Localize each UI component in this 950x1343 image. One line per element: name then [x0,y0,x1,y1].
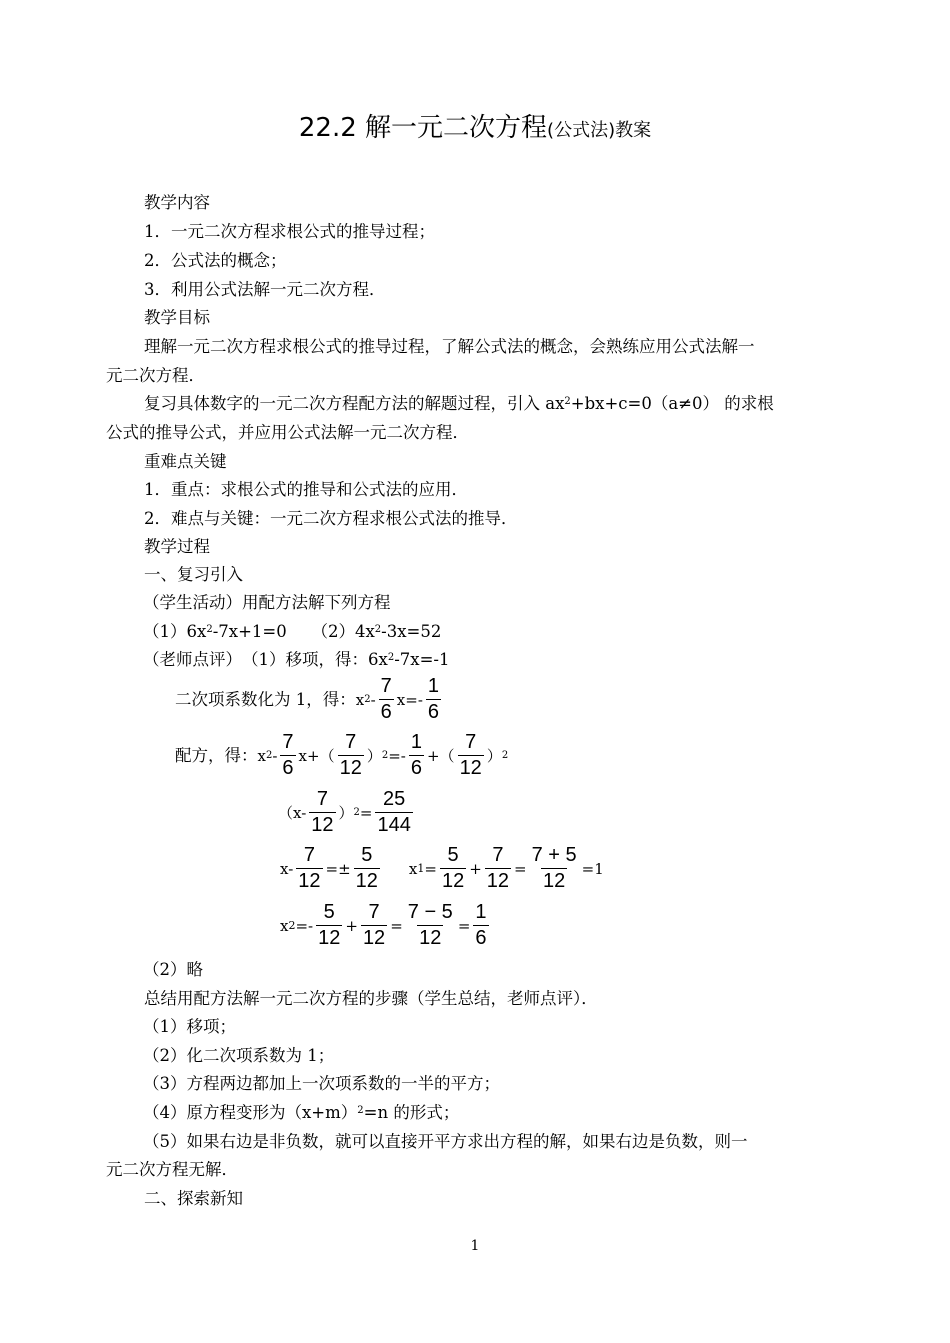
denominator: 12 [459,757,482,779]
term: x [257,746,266,765]
title-suffix: (公式法)教案 [547,120,652,141]
fraction [309,787,335,838]
paragraph-line: 公式的推导公式，并应用公式法解一元二次方程． [106,423,469,442]
operator: = [359,803,373,822]
operator: =- [295,916,314,935]
operator: + [345,916,358,935]
superscript: 2 [206,624,213,635]
denominator: 12 [362,927,386,949]
denominator: 12 [318,927,341,949]
list-item: 1．重点：求根公式的推导和公式法的应用． [144,480,468,499]
operator: （x- [278,804,307,822]
paragraph-line [144,392,774,416]
text-span: -7x+1=0 （2）4x [212,622,375,641]
operator: - [370,690,376,709]
fraction [440,843,466,894]
page-number: 1 [470,1238,480,1254]
denominator: 6 [380,701,392,723]
list-item: 2．难点与关键：一元二次方程求根公式法的推导． [144,509,518,528]
paragraph-line: 理解一元二次方程求根公式的推导过程，了解公式法的概念，会熟练应用公式法解一 [144,337,755,356]
text-span: （4）原方程变形为（x+m） [143,1103,358,1122]
superscript: 2 [564,396,571,407]
list-item: （5）如果右边是非负数，就可以直接开平方求出方程的解，如果右边是负数，则一 [143,1132,748,1151]
fraction [379,674,394,725]
fraction [361,900,387,951]
operator: = [514,859,527,878]
paragraph-line [143,620,441,644]
paragraph-line: （学生活动）用配方法解下列方程 [143,593,391,612]
numerator: 7 − 5 [407,901,453,923]
fraction [316,900,342,951]
paragraph-line: （2）略 [143,960,203,979]
superscript: 2 [357,1105,364,1116]
fraction [375,787,412,838]
superscript: 2 [387,652,395,663]
paragraph-line: 元二次方程无解． [106,1160,238,1179]
list-item: （3）方程两边都加上一次项系数的一半的平方； [143,1074,500,1093]
term: x [408,859,418,878]
equation-label: 二次项系数化为 1，得： [175,689,356,709]
section-heading-review: 一、复习引入 [144,565,243,584]
denominator: 12 [339,757,362,779]
term: x [280,916,289,935]
list-item: 3．利用公式法解一元二次方程． [144,280,386,299]
fraction [354,843,380,894]
operator: x=- [396,690,423,709]
numerator: 7 [316,788,328,810]
denominator: 12 [419,927,442,949]
operator: =- [388,746,406,765]
numerator: 7 [368,901,380,923]
text-span: 复习具体数字的一元二次方程配方法的解题过程，引入 ax [144,394,565,413]
numerator: 1 [427,675,440,697]
operator: + [469,859,482,878]
operator: - [272,746,278,765]
fraction [409,730,424,781]
numerator: 25 [383,788,406,810]
section-heading-process: 教学过程 [144,537,210,556]
operator: ） [338,804,354,822]
operator: = [457,916,471,935]
section-heading-explore: 二、探索新知 [144,1189,243,1208]
fraction [485,843,511,894]
denominator: 12 [355,870,378,892]
denominator: 6 [427,701,440,723]
paragraph-line [143,648,449,672]
operator: = [424,859,437,878]
text-span: =n 的形式； [363,1103,460,1122]
list-item: 2．公式法的概念； [144,251,287,270]
equation-roots-x1: x- $\frac{7}{12}$ =± $\frac{5}{12}$ x 1 = $\frac{5}{12}$ + $\frac{7}{12}$ = $\frac{7 + 5}{12}$ =1 [280,844,604,892]
fraction [426,674,441,725]
fraction [406,900,455,951]
numerator: 7 [380,675,392,697]
list-item: （2）化二次项系数为 1； [143,1046,335,1065]
numerator: 7 [303,844,315,866]
text-span: （1）6x [143,622,207,641]
equation-label: 配方，得： [175,745,258,765]
numerator: 5 [323,901,335,923]
operator: +（ [426,747,455,765]
list-item [143,1101,459,1125]
fraction [296,843,322,894]
fraction [338,730,364,781]
numerator: 7 [345,731,357,753]
numerator: 5 [361,844,373,866]
numerator: 7 [282,731,294,753]
numerator: 7 [492,844,504,866]
equation-normalize: 二次项系数化为 1，得： x 2 - $\frac{7}{6}$ x=- $\frac{1}{6}$ [175,675,440,723]
denominator: 12 [311,814,334,836]
term: x [355,690,365,709]
paragraph-line: 元二次方程． [106,366,205,385]
operator: ） [486,747,502,765]
denominator: 12 [298,870,321,892]
denominator: 12 [543,870,566,892]
fraction [473,900,488,951]
operator: ） [366,747,382,765]
numerator: 1 [410,731,422,753]
equation-complete-square: 配方，得： x 2 - $\frac{7}{6}$ x+（ $\frac{7}{12}$ ） 2 =- $\frac{1}{6}$ +（ $\frac{7}{12}$ ） 2 [175,731,509,779]
numerator: 7 + 5 [531,844,577,866]
page-title [0,108,950,151]
section-heading-keypoints: 重难点关键 [144,452,227,471]
numerator: 7 [465,731,477,753]
denominator: 6 [475,927,487,949]
list-item: （1）移项； [143,1017,236,1036]
section-heading-content: 教学内容 [144,193,210,212]
fraction [458,730,484,781]
operator: =1 [581,859,604,878]
denominator: 12 [441,870,465,892]
text-span: （老师点评） （1）移项，得：6x [143,650,388,669]
equation-roots-x2: x 2 =- $\frac{5}{12}$ + $\frac{7}{12}$ = $\frac{7 - 5}{12}$ = $\frac{1}{6}$ [280,901,487,949]
text-span: +bx+c=0（a≠0） 的求根 [570,394,774,413]
numerator: 1 [475,901,487,923]
paragraph-line: 总结用配方法解一元二次方程的步骤（学生总结，老师点评）． [144,989,598,1008]
text-span: -7x=-1 [394,650,450,669]
equation-square-form: （x- $\frac{7}{12}$ ） 2 = $\frac{25}{144}$ [278,788,411,836]
denominator: 6 [410,757,422,779]
operator: =± [325,859,351,878]
operator: = [390,916,403,935]
fraction [530,843,579,894]
operator: x- [280,859,294,878]
denominator: 12 [486,870,510,892]
fraction [280,730,295,781]
section-heading-goals: 教学目标 [144,308,210,327]
denominator: 6 [282,757,294,779]
denominator: 144 [377,814,411,836]
text-span: -3x=52 [381,622,442,641]
operator: x+（ [298,747,335,765]
numerator: 5 [447,844,459,866]
superscript: 2 [374,624,382,635]
list-item: 1．一元二次方程求根公式的推导过程； [144,222,435,241]
title-main: 22.2 解一元二次方程 [298,113,548,143]
